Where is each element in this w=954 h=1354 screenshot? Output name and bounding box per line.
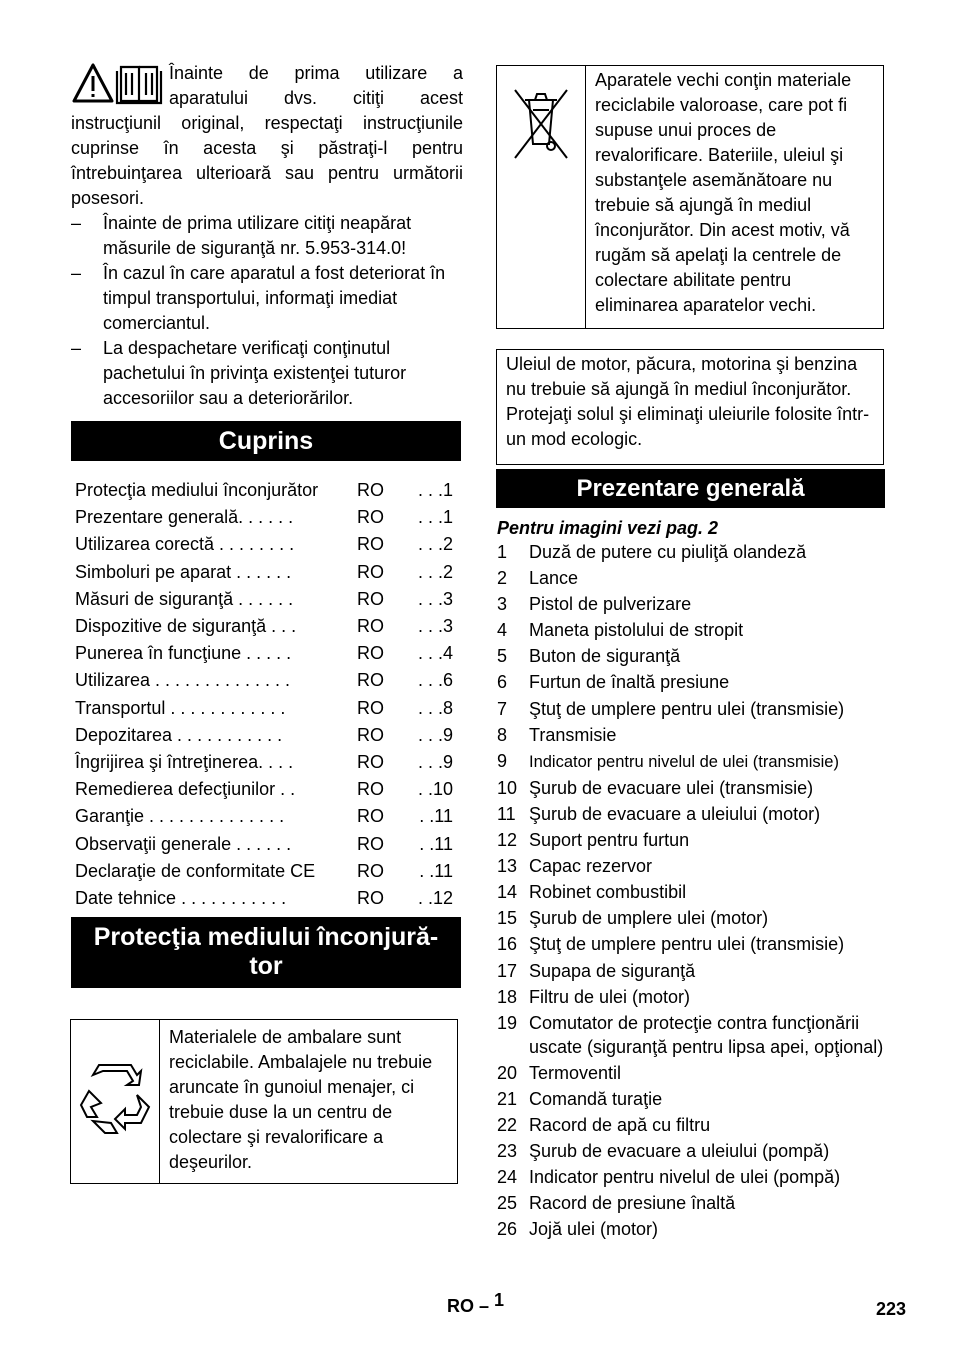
intro-section	[71, 61, 463, 411]
part-label: Buton de siguranţă	[529, 646, 681, 667]
toc-page: . . .1	[417, 480, 453, 501]
part-number: 6	[497, 672, 508, 693]
prezentare-title: Prezentare generală	[576, 475, 805, 502]
weee-box	[496, 65, 884, 329]
weee-icon-cell	[497, 66, 586, 329]
toc-row[interactable]	[71, 640, 461, 667]
toc-page: . . .2	[417, 534, 453, 555]
part-label: Pistol de pulverizare	[529, 594, 692, 615]
intro-text: Înainte de prima utilizare a aparatului dvs. citiţi acest instrucţiunil original, respectaţi instrucţiunile cuprinse în acesta şi păstraţi-l pentru întrebuinţarea ulterioară sau pentru următorii posesori.	[71, 63, 463, 208]
cuprins-heading	[71, 421, 461, 461]
part-label: Racord de presiune înaltă	[529, 1193, 736, 1214]
toc-page: . . .4	[417, 643, 453, 664]
part-label: Racord de apă cu filtru	[529, 1114, 711, 1135]
part-item	[497, 1011, 889, 1059]
toc-lang: RO	[357, 561, 384, 582]
part-label: Supapa de siguranţă	[529, 960, 696, 981]
parts-list	[497, 540, 889, 1241]
part-label: Comandă turaţie	[529, 1088, 663, 1109]
parts-section	[497, 516, 889, 1243]
oil-text: Uleiul de motor, păcura, motorina şi benzina nu trebuie să ajungă în mediul înconjurător. Protejaţi solul şi eliminaţi uleiurile folosite într-un mod ecologic.	[506, 354, 870, 449]
part-label: Maneta pistolului de stropit	[529, 620, 744, 641]
part-number: 7	[497, 698, 508, 719]
part-item	[497, 802, 889, 826]
part-item	[497, 1087, 889, 1111]
toc-label: Utilizarea . . . . . . . . . . . . . .	[75, 670, 291, 691]
toc-page: . . .9	[417, 751, 453, 772]
toc-page: . . .3	[417, 616, 453, 637]
toc-lang: RO	[357, 751, 384, 772]
toc-row[interactable]	[71, 830, 461, 857]
part-number: 26	[497, 1219, 518, 1240]
toc-label: Observaţii generale . . . . . .	[75, 833, 292, 854]
part-label: Lance	[529, 568, 579, 589]
toc-lang: RO	[357, 697, 384, 718]
part-item	[497, 1191, 889, 1215]
toc-label: Punerea în funcţiune . . . . .	[75, 643, 292, 664]
toc-lang: RO	[357, 616, 384, 637]
part-item	[497, 985, 889, 1009]
warning-manual-icons	[71, 61, 163, 105]
part-number: 12	[497, 830, 518, 851]
page-number: 223	[876, 1299, 907, 1319]
toc-page: . . .9	[417, 724, 453, 745]
part-label: Şurub de evacuare ulei (transmisie)	[529, 777, 814, 798]
part-number: 16	[497, 934, 518, 955]
toc-page: . . .6	[417, 670, 453, 691]
part-item	[497, 776, 889, 800]
toc-label: Garanţie . . . . . . . . . . . . . .	[75, 806, 285, 827]
toc-row[interactable]	[71, 858, 461, 885]
part-number: 20	[497, 1062, 518, 1083]
part-number: 23	[497, 1141, 518, 1162]
part-number: 2	[497, 568, 508, 589]
toc-label: Transportul . . . . . . . . . . . .	[75, 697, 286, 718]
part-label: Comutator de protecţie contra funcţionării uscate (siguranţă pentru lipsa apei, opţional)	[529, 1012, 884, 1057]
toc-label: Remedierea defecţiunilor . .	[75, 779, 296, 800]
toc-lang: RO	[357, 833, 384, 854]
toc-page: . .11	[419, 860, 453, 881]
toc-lang: RO	[357, 806, 384, 827]
toc-row[interactable]	[71, 586, 461, 613]
part-number: 9	[497, 750, 508, 771]
part-number: 21	[497, 1088, 518, 1109]
footer-page-label	[447, 1290, 505, 1317]
part-number: 4	[497, 620, 508, 641]
toc-label: Simboluri pe aparat . . . . . .	[75, 561, 292, 582]
part-number: 10	[497, 777, 518, 798]
toc-label: Date tehnice . . . . . . . . . . .	[75, 887, 287, 908]
part-item	[497, 618, 889, 642]
part-number: 18	[497, 986, 518, 1007]
part-label: Capac rezervor	[529, 856, 653, 877]
part-label: Şurub de evacuare a uleiului (motor)	[529, 803, 821, 824]
part-item	[497, 723, 889, 747]
toc-row[interactable]	[71, 531, 461, 558]
part-number: 5	[497, 646, 508, 667]
toc-row[interactable]	[71, 613, 461, 640]
toc-row[interactable]	[71, 504, 461, 531]
toc-page: . .10	[417, 779, 453, 800]
toc-row[interactable]	[71, 559, 461, 586]
toc-row[interactable]	[71, 749, 461, 776]
part-item	[497, 1113, 889, 1137]
part-item	[497, 932, 889, 956]
toc-row[interactable]	[71, 803, 461, 830]
images-reference: Pentru imagini vezi pag. 2	[497, 518, 719, 538]
part-item	[497, 592, 889, 616]
footer-sub-page: 1	[494, 1290, 505, 1310]
part-item	[497, 880, 889, 904]
part-label: Şurub de umplere ulei (motor)	[529, 908, 769, 929]
toc-row[interactable]	[71, 722, 461, 749]
part-item	[497, 1217, 889, 1241]
part-item	[497, 670, 889, 694]
toc-row[interactable]	[71, 885, 461, 912]
toc-row[interactable]	[71, 667, 461, 694]
toc-label: Utilizarea corectă . . . . . . . .	[75, 534, 295, 555]
recycle-icon	[77, 1061, 153, 1137]
toc-page: . . .8	[417, 697, 453, 718]
intro-bullet: – La despachetare verificaţi conţinutul pachetului în privinţa existenţei tuturor accesoriilor sau a deteriorărilor.	[71, 336, 463, 411]
protectia-heading	[71, 917, 461, 988]
footer-sep: –	[479, 1296, 490, 1316]
part-item	[497, 644, 889, 668]
crossed-bin-icon	[509, 84, 573, 164]
part-label: Jojă ulei (motor)	[529, 1219, 659, 1240]
part-number: 1	[497, 542, 508, 562]
part-label: Suport pentru furtun	[529, 830, 690, 851]
toc-lang: RO	[357, 507, 384, 528]
toc-row[interactable]	[71, 776, 461, 803]
toc-lang: RO	[357, 860, 384, 881]
protectia-title-line1: Protecţia mediului înconjură-	[93, 923, 439, 951]
part-number: 25	[497, 1193, 518, 1214]
part-label: Indicator pentru nivelul de ulei (transmisie)	[529, 752, 839, 771]
toc-page: . . .1	[417, 507, 453, 528]
part-label: Ştuţ de umplere pentru ulei (transmisie)	[529, 698, 845, 719]
recycle-box	[70, 1019, 458, 1184]
intro-bullet: – În cazul în care aparatul a fost deteriorat în timpul transportului, informaţi imediat comerciantul.	[71, 261, 463, 336]
part-label: Termoventil	[529, 1062, 622, 1083]
part-label: Filtru de ulei (motor)	[529, 986, 691, 1007]
footer-lang: RO	[447, 1296, 474, 1316]
toc-page: . .11	[419, 806, 453, 827]
weee-text: Aparatele vechi conţin materiale reciclabile valoroase, care pot fi supuse unui proces de revalorificare. Bateriile, uleiul şi substanţele asemănătoare nu trebuie să ajungă în mediul înconjurător. Din acest motiv, vă rugăm să apelaţi la centrele de colectare abilitate pentru eliminarea aparatelor vechi.	[595, 70, 852, 315]
part-number: 17	[497, 960, 518, 981]
prezentare-heading	[496, 469, 885, 508]
toc-lang: RO	[357, 588, 384, 609]
part-number: 24	[497, 1167, 518, 1188]
toc-row[interactable]	[71, 477, 461, 504]
part-label: Robinet combustibil	[529, 882, 687, 903]
toc-page: . . .3	[417, 588, 453, 609]
toc-page: . . .2	[417, 561, 453, 582]
part-item	[497, 854, 889, 878]
part-number: 22	[497, 1114, 518, 1135]
toc-page: . .11	[419, 833, 453, 854]
toc-label: Protecţia mediului înconjurător	[75, 480, 319, 501]
toc-label: Îngrijirea şi întreţinerea. . . .	[75, 751, 294, 772]
warning-icon	[74, 65, 112, 101]
part-item	[497, 959, 889, 983]
part-label: Furtun de înaltă presiune	[529, 672, 730, 693]
toc-lang: RO	[357, 480, 384, 501]
part-item	[497, 697, 889, 721]
part-number: 3	[497, 594, 508, 615]
toc-lang: RO	[357, 643, 384, 664]
toc-lang: RO	[357, 779, 384, 800]
part-item	[497, 906, 889, 930]
part-number: 14	[497, 882, 518, 903]
part-number: 11	[497, 803, 516, 824]
part-label: Şurub de evacuare a uleiului (pompă)	[529, 1141, 830, 1162]
toc-label: Dispozitive de siguranţă . . .	[75, 616, 297, 637]
part-item	[497, 749, 889, 774]
part-number: 13	[497, 856, 518, 877]
part-label: Indicator pentru nivelul de ulei (pompă)	[529, 1167, 841, 1188]
intro-bullets	[71, 211, 463, 411]
manual-book-icon	[117, 67, 161, 103]
oil-box	[496, 349, 884, 465]
toc-lang: RO	[357, 670, 384, 691]
toc-page: . .12	[417, 887, 453, 908]
part-number: 15	[497, 908, 518, 929]
part-item	[497, 1061, 889, 1085]
toc-label: Declaraţie de conformitate CE	[75, 860, 316, 881]
cuprins-title: Cuprins	[218, 427, 314, 455]
toc-label: Măsuri de siguranţă . . . . . .	[75, 588, 294, 609]
protectia-title-line2: tor	[249, 952, 283, 980]
toc-label: Prezentare generală. . . . . .	[75, 507, 294, 528]
toc-lang: RO	[357, 534, 384, 555]
toc-label: Depozitarea . . . . . . . . . . .	[75, 724, 283, 745]
recycle-icon-cell	[71, 1020, 160, 1184]
part-label: Ştuţ de umplere pentru ulei (transmisie)	[529, 934, 845, 955]
part-item	[497, 566, 889, 590]
part-label: Duză de putere cu piuliţă olandeză	[529, 542, 807, 562]
table-of-contents	[71, 477, 461, 912]
part-item	[497, 1165, 889, 1189]
part-number: 19	[497, 1012, 518, 1033]
part-item	[497, 540, 889, 564]
part-label: Transmisie	[529, 724, 617, 745]
recycle-text: Materialele de ambalare sunt reciclabile. Ambalajele nu trebuie aruncate în gunoiul menajer, ci trebuie duse la un centru de colectare şi revalorificare a deşeurilor.	[169, 1027, 433, 1172]
part-item	[497, 828, 889, 852]
intro-bullet: – Înainte de prima utilizare citiţi neapărat măsurile de siguranţă nr. 5.953-314.0!	[71, 211, 463, 261]
toc-lang: RO	[357, 724, 384, 745]
part-item	[497, 1139, 889, 1163]
toc-lang: RO	[357, 887, 384, 908]
toc-row[interactable]	[71, 695, 461, 722]
part-number: 8	[497, 724, 508, 745]
